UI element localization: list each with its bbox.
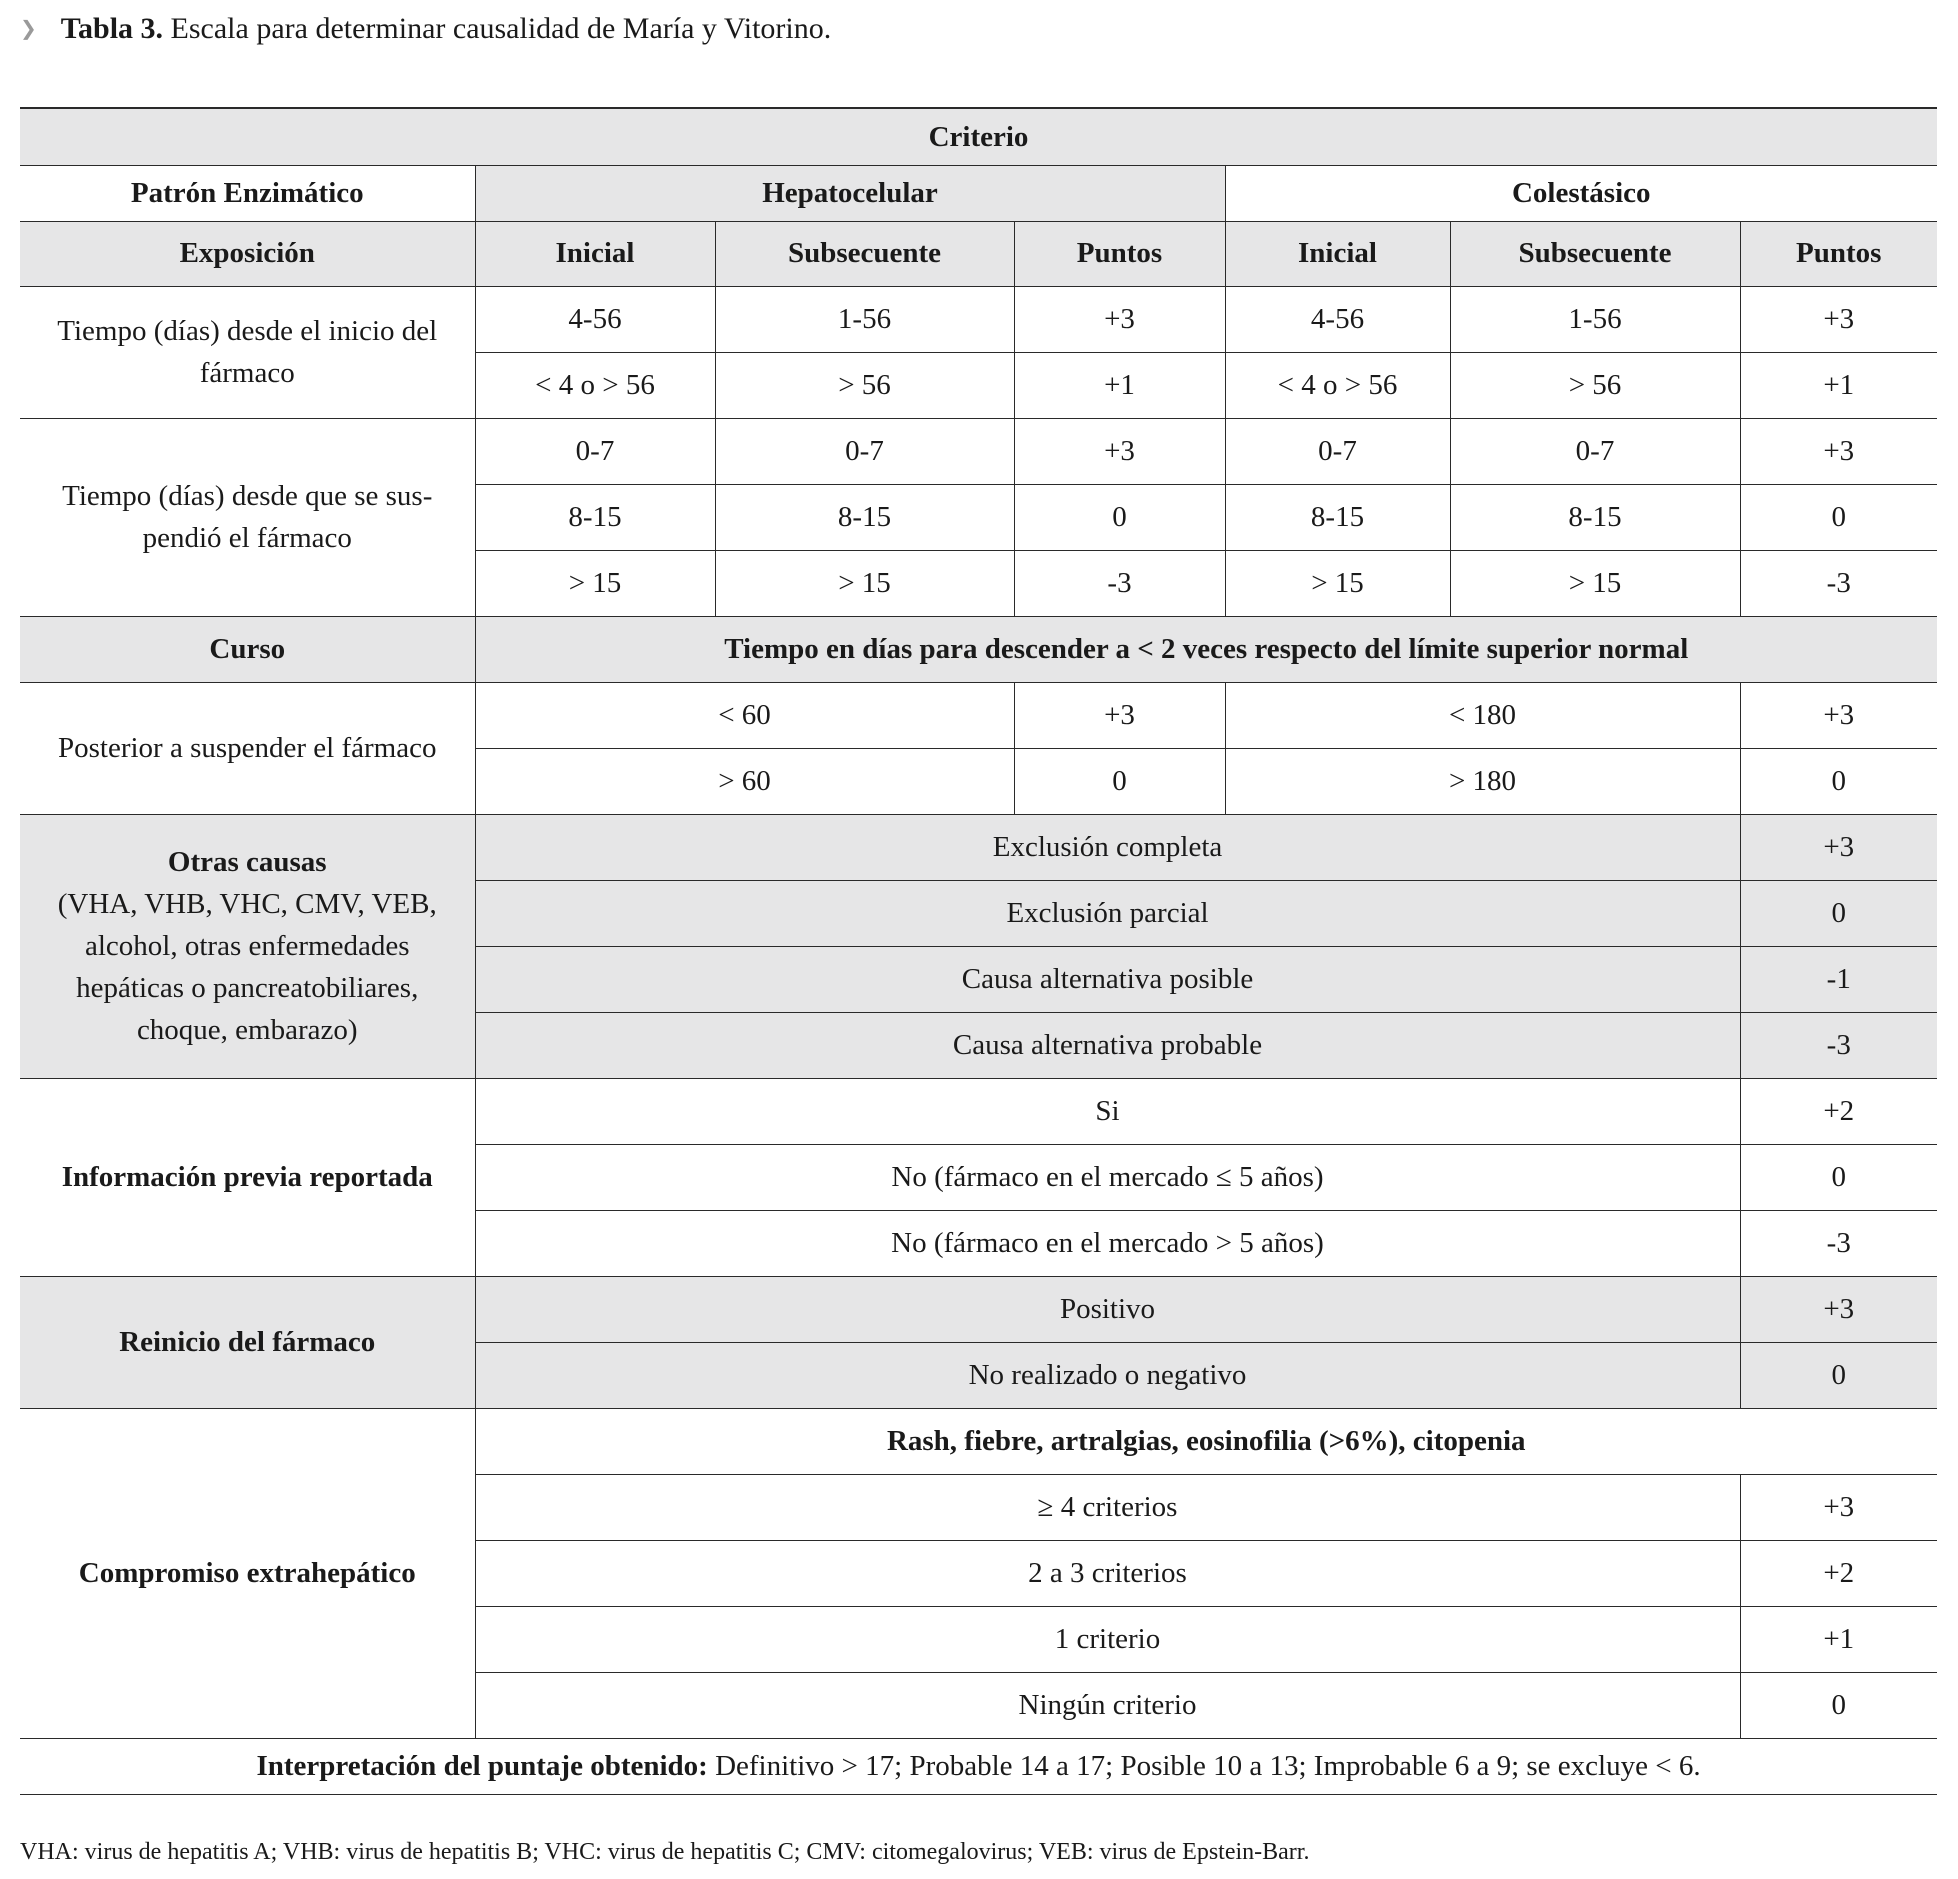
col-inicial-col: Inicial [1225,221,1450,286]
interpretacion-text: Definitivo > 17; Probable 14 a 17; Posible 10 a 13; Improbable 6 a 9; se excluye < 6. [715,1749,1701,1782]
causality-scale-table [20,107,1937,1795]
table-cell: +1 [1740,1606,1937,1672]
table-cell: > 56 [715,352,1014,418]
table-cell: -1 [1740,946,1937,1012]
table-cell: +1 [1740,352,1937,418]
table-cell: Ningún criterio [475,1672,1740,1738]
table-caption [20,12,831,46]
table-cell: +3 [1740,1474,1937,1540]
table-cell: 0 [1740,748,1937,814]
table-cell: Causa alternativa probable [475,1012,1740,1078]
table-cell: < 180 [1225,682,1740,748]
col-inicial-hep: Inicial [475,221,715,286]
table-cell: < 4 o > 56 [1225,352,1450,418]
table-cell: 0 [1740,1144,1937,1210]
table-cell: > 15 [1225,550,1450,616]
table-row [20,1408,1937,1474]
col-subsecuente-hep: Subsecuente [715,221,1014,286]
table-cell: -3 [1014,550,1225,616]
table-cell: No (fármaco en el mercado > 5 años) [475,1210,1740,1276]
table-cell: +3 [1740,682,1937,748]
table-cell: 1-56 [1450,286,1740,352]
table-cell: 1-56 [715,286,1014,352]
table-cell: 4-56 [475,286,715,352]
table-cell: +2 [1740,1540,1937,1606]
table-cell: +3 [1740,418,1937,484]
table-cell: > 60 [475,748,1014,814]
table-cell: > 56 [1450,352,1740,418]
chevron-marker-icon: ❯ [20,16,37,40]
table-cell: 0 [1740,880,1937,946]
interpretacion-cell [20,1738,1937,1794]
hepatocelular-header: Hepatocelular [475,165,1225,221]
extrahepatico-label: Compromiso extrahepático [20,1408,475,1738]
table-row [20,286,1937,352]
inicio-label: Tiempo (días) desde el inicio del fármaco [20,286,475,418]
table-cell: 0 [1740,484,1937,550]
table-row [20,221,1937,286]
patron-label: Patrón Enzimático [20,165,475,221]
table-cell: +3 [1014,286,1225,352]
table-row [20,108,1937,165]
table-row [20,616,1937,682]
criterio-header: Criterio [20,108,1937,165]
otras-causas-detail: (VHA, VHB, VHC, CMV, VEB, alcohol, otras enfermedades hepáticas o pancreatobiliares, choque, embarazo) [57,887,437,1047]
exposicion-label: Exposición [20,221,475,286]
table-row [20,1738,1937,1794]
table-row [20,165,1937,221]
table-cell: -3 [1740,550,1937,616]
table-row [20,814,1937,880]
table-cell: > 15 [475,550,715,616]
col-puntos-hep: Puntos [1014,221,1225,286]
table-cell: < 60 [475,682,1014,748]
table-cell: Si [475,1078,1740,1144]
table-cell: +1 [1014,352,1225,418]
reinicio-label: Reinicio del fármaco [20,1276,475,1408]
table-cell: 0-7 [475,418,715,484]
table-cell: 0 [1014,484,1225,550]
table-cell: 0 [1014,748,1225,814]
curso-row-label: Posterior a suspender el fármaco [20,682,475,814]
table-footnote: VHA: virus de hepatitis A; VHB: virus de hepatitis B; VHC: virus de hepatitis C; CMV: citomegalovirus; VEB: virus de Epstein-Barr. [20,1839,1310,1865]
table-cell: > 15 [715,550,1014,616]
table-cell: -3 [1740,1210,1937,1276]
table-cell: +3 [1740,1276,1937,1342]
table-cell: 4-56 [1225,286,1450,352]
col-subsecuente-col: Subsecuente [1450,221,1740,286]
table-row [20,1078,1937,1144]
interpretacion-label: Interpretación del puntaje obtenido: [256,1749,708,1782]
table-row [20,682,1937,748]
table-cell: 2 a 3 criterios [475,1540,1740,1606]
table-cell: ≥ 4 criterios [475,1474,1740,1540]
caption-text: Escala para determinar causalidad de María y Vitorino. [170,12,832,45]
table-cell: +3 [1740,286,1937,352]
curso-header: Tiempo en días para descender a < 2 veces respecto del límite superior normal [475,616,1937,682]
table-cell: 8-15 [1450,484,1740,550]
table-cell: < 4 o > 56 [475,352,715,418]
table-cell: Positivo [475,1276,1740,1342]
table-cell: 1 criterio [475,1606,1740,1672]
table-cell: 0-7 [1450,418,1740,484]
table-cell: No (fármaco en el mercado ≤ 5 años) [475,1144,1740,1210]
col-puntos-col: Puntos [1740,221,1937,286]
table-cell: Exclusión completa [475,814,1740,880]
table-cell: +3 [1014,418,1225,484]
suspension-label: Tiempo (días) desde que se sus-pendió el fármaco [20,418,475,616]
table-cell: Exclusión parcial [475,880,1740,946]
table-cell: -3 [1740,1012,1937,1078]
otras-causas-label [20,814,475,1078]
table-cell: No realizado o negativo [475,1342,1740,1408]
colestasico-header: Colestásico [1225,165,1937,221]
table-cell: 0 [1740,1342,1937,1408]
table-cell: 0-7 [1225,418,1450,484]
extrahepatico-header: Rash, fiebre, artralgias, eosinofilia (>6%), citopenia [475,1408,1937,1474]
table-cell: 8-15 [715,484,1014,550]
table-cell: +3 [1014,682,1225,748]
table-cell: +3 [1740,814,1937,880]
table-cell: 8-15 [1225,484,1450,550]
table-cell: Causa alternativa posible [475,946,1740,1012]
table-cell: > 15 [1450,550,1740,616]
table-cell: 0-7 [715,418,1014,484]
table-cell: 8-15 [475,484,715,550]
table-row [20,418,1937,484]
curso-label: Curso [20,616,475,682]
table-row [20,1276,1937,1342]
otras-causas-title: Otras causas [167,845,327,878]
table-cell: +2 [1740,1078,1937,1144]
caption-label: Tabla 3. [60,12,164,45]
table-cell: 0 [1740,1672,1937,1738]
table-cell: > 180 [1225,748,1740,814]
info-previa-label: Información previa reportada [20,1078,475,1276]
